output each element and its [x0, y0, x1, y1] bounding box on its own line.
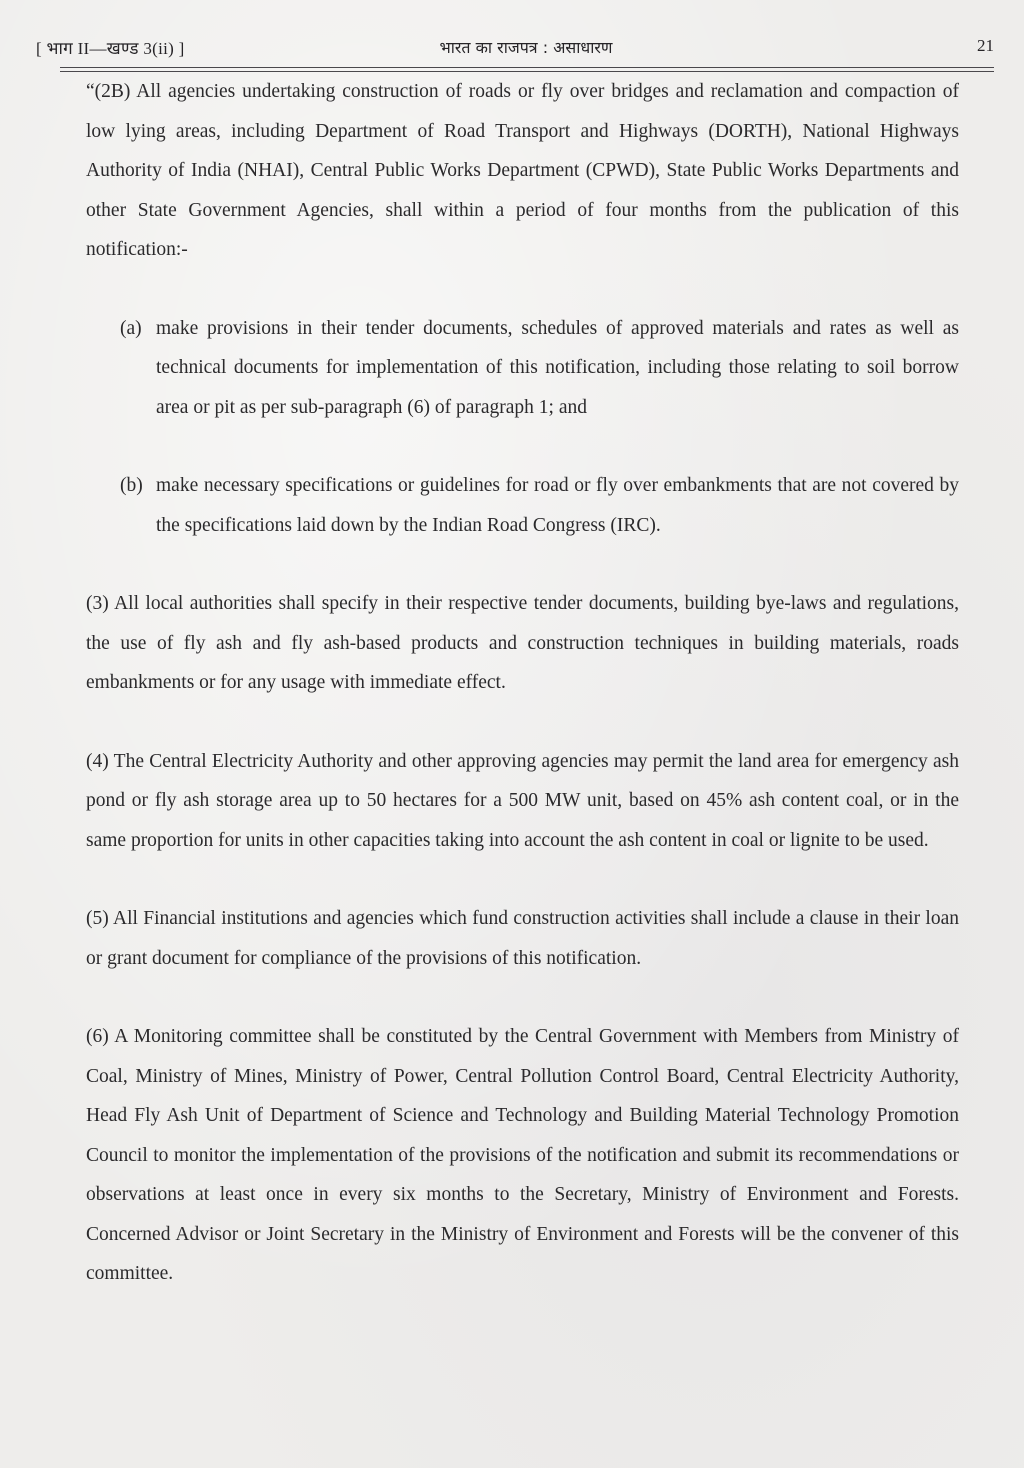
sub-item-b [86, 466, 959, 545]
gazette-part: [ भाग II—खण्ड 3(ii) ] [36, 39, 185, 58]
paragraph-3: (3) All local authorities shall specify in their respective tender documents, building bye-laws and regulations, the use of fly ash and fly ash-based products and construction techniques in building materials, roads embankments or for any usage with immediate effect. [86, 593, 959, 693]
page-header [36, 32, 994, 62]
paragraph-6: (6) A Monitoring committee shall be constituted by the Central Government with Members from Ministry of Coal, Ministry of Mines, Ministry of Power, Central Pollution Control Board, Central Electricity Authority, Head Fly Ash Unit of Department of Science and Technology and Building Material Technology Promotion Council to monitor the implementation of the provisions of the notification and submit its recommendations or observations at least once in every six months to the Secretary, Ministry of Environment and Forests. Concerned Advisor or Joint Secretary in the Ministry of Environment and Forests will be the convener of this committee. [86, 1026, 959, 1284]
page-number: 21 [977, 36, 994, 55]
sub-item-a [86, 309, 959, 428]
paragraph-2b: “(2B) All agencies undertaking construction of roads or fly over bridges and reclamation and compaction of low lying areas, including Department of Road Transport and Highways (DORTH), National Highways Authority of India (NHAI), Central Public Works Department (CPWD), State Public Works Departments and other State Government Agencies, shall within a period of four months from the publication of this notification:- [86, 81, 959, 260]
paragraph-4: (4) The Central Electricity Authority and other approving agencies may permit the land area for emergency ash pond or fly ash storage area up to 50 hectares for a 500 MW unit, based on 45% ash content coal, or in the same proportion for units in other capacities taking into account the ash content in coal or lignite to be used. [86, 750, 959, 851]
sub-item-a-label: (a) [120, 317, 142, 339]
paragraph-5: (5) All Financial institutions and agencies which fund construction activities shall include a clause in their loan or grant document for compliance of the provisions of this notification. [86, 908, 959, 969]
header-rule-top [60, 67, 994, 68]
sub-item-b-label: (b) [120, 475, 143, 496]
document-body [86, 72, 959, 1294]
sub-item-a-text: make provisions in their tender documents, schedules of approved materials and rates as well as technical documents for implementation of this notification, including those relating to soil borrow area or pit as per sub-paragraph (6) of paragraph 1; and [156, 317, 959, 418]
gazette-title: भारत का राजपत्र : असाधारण [439, 38, 613, 57]
sub-item-b-text: make necessary specifications or guidelines for road or fly over embankments that are not covered by the specifications laid down by the Indian Road Congress (IRC). [156, 475, 959, 536]
